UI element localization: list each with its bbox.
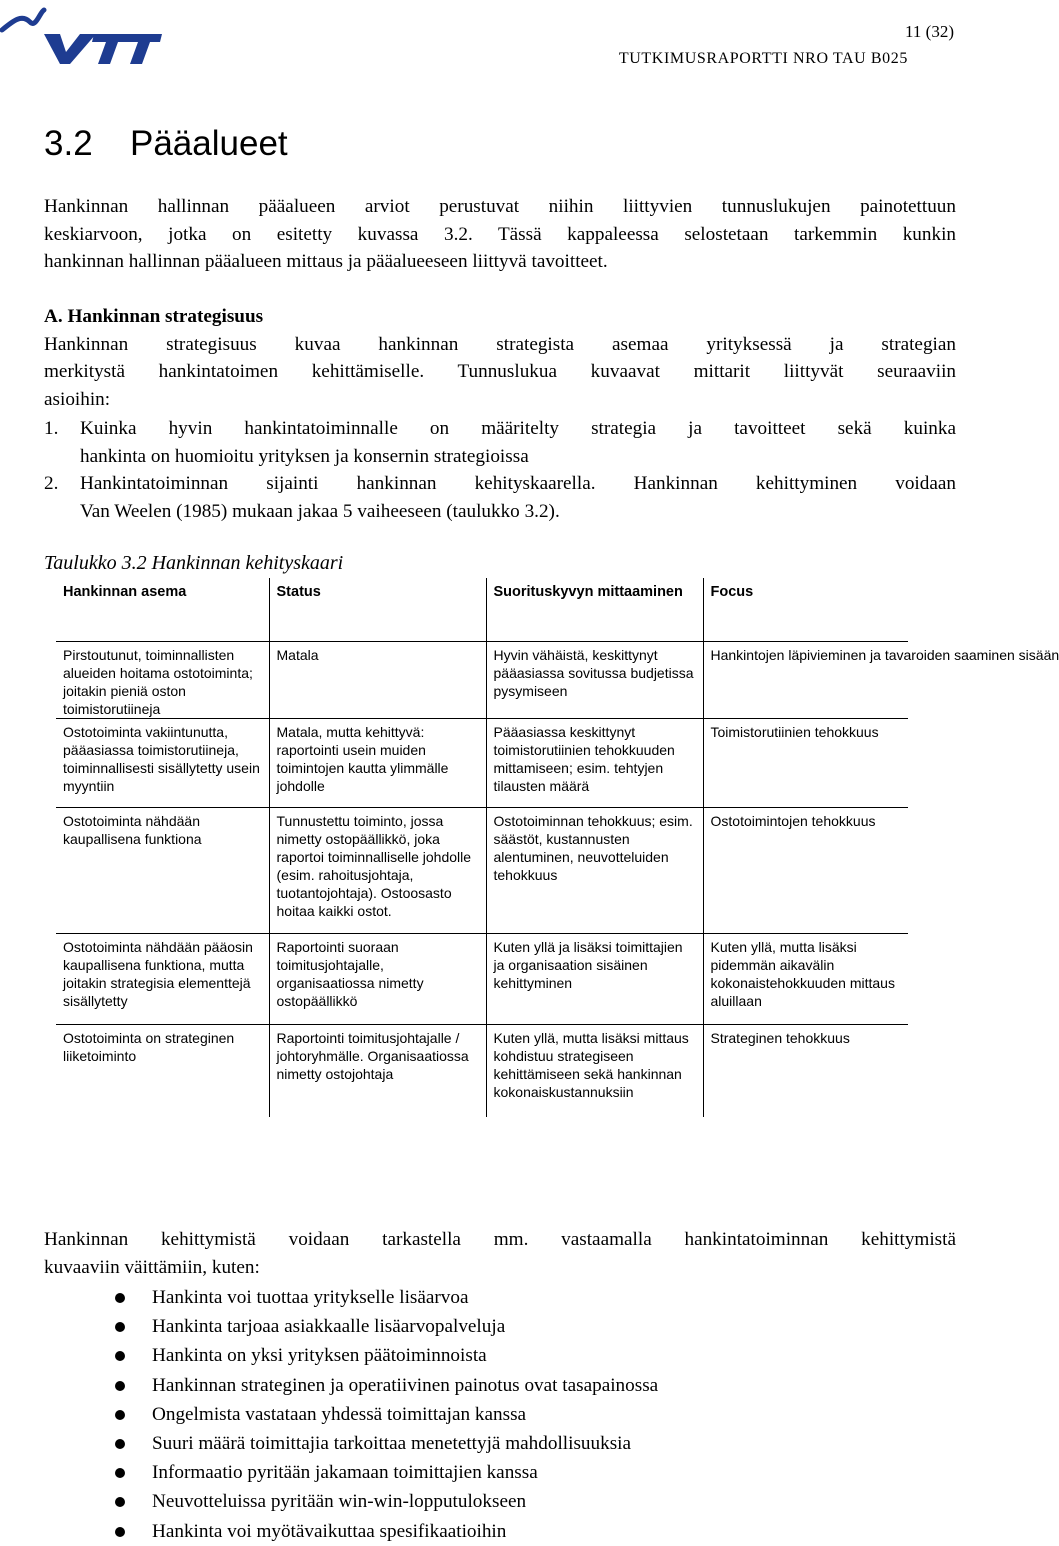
intro-line: keskiarvoon, jotka on esitetty kuvassa 3.2. Tässä kappaleessa selostetaan tarkemmin kunkin: [44, 223, 956, 245]
closing-paragraph: [44, 1226, 956, 1281]
table-header-cell: Suorituskyvyn mittaaminen: [486, 578, 703, 642]
table-cell: Kuten yllä ja lisäksi toimittajien ja organisaation sisäinen kehittyminen: [486, 934, 703, 1025]
report-id: TUTKIMUSRAPORTTI NRO TAU B025: [618, 50, 908, 67]
table-cell: Ostotoiminta nähdään pääosin kaupallisena funktiona, mutta joitakin strategisia elementtejä sisällytetty: [56, 934, 269, 1025]
table-cell: Kuten yllä, mutta lisäksi pidemmän aikavälin kokonaistehokkuuden mittaus aluillaan: [703, 934, 908, 1025]
table-cell: Pirstoutunut, toiminnallisten alueiden hoitama ostotoiminta; joitakin pieniä oston toimistorutiineja: [56, 642, 269, 719]
bullet-icon: [115, 1497, 125, 1507]
table-row: [56, 808, 908, 934]
list-item: [44, 1341, 956, 1370]
list-item-line: Kuinka hyvin hankintatoiminnalle on määritelty strategia ja tavoitteet sekä kuinka: [80, 418, 956, 439]
bullet-text: Neuvotteluissa pyritään win-win-lopputulokseen: [152, 1491, 527, 1513]
list-item-line: hankinta on huomioitu yrityksen ja konsernin strategioissa: [80, 445, 529, 467]
list-item-line: Van Weelen (1985) mukaan jakaa 5 vaiheeseen (taulukko 3.2).: [80, 500, 560, 522]
table-cell: Ostotoiminnan tehokkuus; esim. säästöt, kustannusten alentuminen, neuvotteluiden tehokkuus: [486, 808, 703, 934]
subsection-line: Hankinnan strategisuus kuvaa hankinnan strategista asemaa yrityksessä ja strategian: [44, 333, 956, 355]
section-heading: [44, 124, 288, 164]
bullet-text: Hankinta voi tuottaa yritykselle lisäarvoa: [152, 1287, 469, 1308]
closing-line: kuvaaviin väittämiin, kuten:: [44, 1256, 260, 1278]
bullet-text: Hankinta tarjoaa asiakkaalle lisäarvopalveluja: [152, 1316, 506, 1338]
intro-paragraph: [44, 193, 956, 276]
table-cell: Pääasiassa keskittynyt toimistorutiinien tehokkuuden mittamiseen; esim. tehtyjen tilausten määrä: [486, 719, 703, 808]
table-header-cell: Focus: [703, 578, 908, 642]
bullet-text: Ongelmista vastataan yhdessä toimittajan kanssa: [152, 1403, 527, 1425]
bullet-text: Hankinnan strateginen ja operatiivinen painotus ovat tasapainossa: [152, 1374, 659, 1396]
table-header-cell: Status: [269, 578, 486, 642]
bullet-icon: [115, 1322, 125, 1332]
bullet-icon: [115, 1410, 125, 1420]
bullet-icon: [115, 1468, 125, 1478]
bullet-text: Suuri määrä toimittajia tarkoittaa menetettyjä mahdollisuuksia: [152, 1433, 632, 1455]
table-cell: Raportointi toimitusjohtajalle / johtoryhmälle. Organisaatiossa nimetty ostojohtaja: [269, 1025, 486, 1117]
table-cell: Toimistorutiinien tehokkuus: [703, 719, 908, 808]
subsection-heading: A. Hankinnan strategisuus: [44, 306, 264, 327]
table-row: [56, 642, 908, 719]
bullet-icon: [115, 1439, 125, 1449]
numbered-list: [44, 415, 956, 525]
section-number: 3.2: [44, 124, 93, 163]
table-cell: Hankintojen läpivieminen ja tavaroiden saaminen sisään: [703, 642, 908, 719]
list-item: [44, 1458, 956, 1487]
development-table: [56, 578, 1059, 1117]
list-item: [44, 1429, 956, 1458]
table-cell: Ostotoiminta on strateginen liiketoiminto: [56, 1025, 269, 1117]
list-item-line: Hankintatoiminnan sijainti hankinnan kehityskaarella. Hankinnan kehittyminen voidaan: [80, 473, 956, 494]
table-row: [56, 719, 908, 808]
subsection-line: asioihin:: [44, 388, 111, 410]
subsection-a: [44, 303, 956, 413]
list-item: [44, 1283, 956, 1312]
bullet-text: Informaatio pyritään jakamaan toimittajien kanssa: [152, 1462, 538, 1484]
table-cell: Matala: [269, 642, 486, 719]
bullet-list: [44, 1283, 956, 1546]
list-item: [44, 1400, 956, 1429]
bullet-icon: [115, 1351, 125, 1361]
closing-line: Hankinnan kehittymistä voidaan tarkastella mm. vastaamalla hankintatoiminnan kehittymistä: [44, 1229, 956, 1250]
bullet-text: Hankinta voi myötävaikuttaa spesifikaatioihin: [152, 1520, 507, 1542]
vtt-logo-graphic: [0, 0, 165, 75]
list-item: [44, 1517, 956, 1546]
table-cell: Ostotoiminta nähdään kaupallisena funktiona: [56, 808, 269, 934]
table-row: [56, 934, 908, 1025]
table-cell: Ostotoiminta vakiintunutta, pääasiassa toimistorutiineja, toiminnallisesti sisällytetty usein myyntiin: [56, 719, 269, 808]
table-cell: Strateginen tehokkuus: [703, 1025, 908, 1117]
bullet-icon: [115, 1381, 125, 1391]
list-item-number: 2.: [44, 473, 59, 494]
list-item-number: 1.: [44, 418, 59, 439]
list-item: [44, 1487, 956, 1516]
section-title: Pääalueet: [130, 124, 288, 163]
page-number: 11 (32): [905, 22, 954, 41]
table-cell: Hyvin vähäistä, keskittynyt pääasiassa sovitussa budjetissa pysymiseen: [486, 642, 703, 719]
table-header-row: [56, 578, 908, 642]
table-cell: Raportointi suoraan toimitusjohtajalle, organisaatiossa nimetty ostopäällikkö: [269, 934, 486, 1025]
list-item: [44, 1312, 956, 1341]
bullet-icon: [115, 1527, 125, 1537]
intro-line: hankinnan hallinnan pääalueen mittaus ja pääalueeseen liittyvä tavoitteet.: [44, 251, 608, 272]
table-cell: Ostotoimintojen tehokkuus: [703, 808, 908, 934]
list-item: [44, 415, 956, 470]
table-cell: Tunnustettu toiminto, jossa nimetty ostopäällikkö, joka raportoi toiminnalliselle johdolle (esim. rahoitusjohtaja, tuotantojohtaja). Ostoosasto hoitaa kaikki ostot.: [269, 808, 486, 934]
bullet-icon: [115, 1293, 125, 1303]
closing-section: [44, 1226, 956, 1546]
subsection-line: merkitystä hankintatoimen kehittämiselle. Tunnuslukua kuvaavat mittarit liittyvät seuraaviin: [44, 361, 956, 382]
table-cell: Kuten yllä, mutta lisäksi mittaus kohdistuu strategiseen kehittämiseen sekä hankinnan kokonaiskustannuksiin: [486, 1025, 703, 1117]
intro-line: Hankinnan hallinnan pääalueen arviot perustuvat niihin liittyvien tunnuslukujen painotettuun: [44, 196, 956, 217]
list-item: [44, 470, 956, 525]
table-cell: Matala, mutta kehittyvä: raportointi usein muiden toimintojen kautta ylimmälle johdolle: [269, 719, 486, 808]
list-item: [44, 1371, 956, 1400]
table-caption: Taulukko 3.2 Hankinnan kehityskaari: [44, 552, 344, 574]
bullet-text: Hankinta on yksi yrityksen päätoiminnoista: [152, 1345, 487, 1367]
vtt-logo: [0, 0, 165, 75]
table-row: [56, 1025, 908, 1117]
table-header-cell: Hankinnan asema: [63, 584, 187, 600]
